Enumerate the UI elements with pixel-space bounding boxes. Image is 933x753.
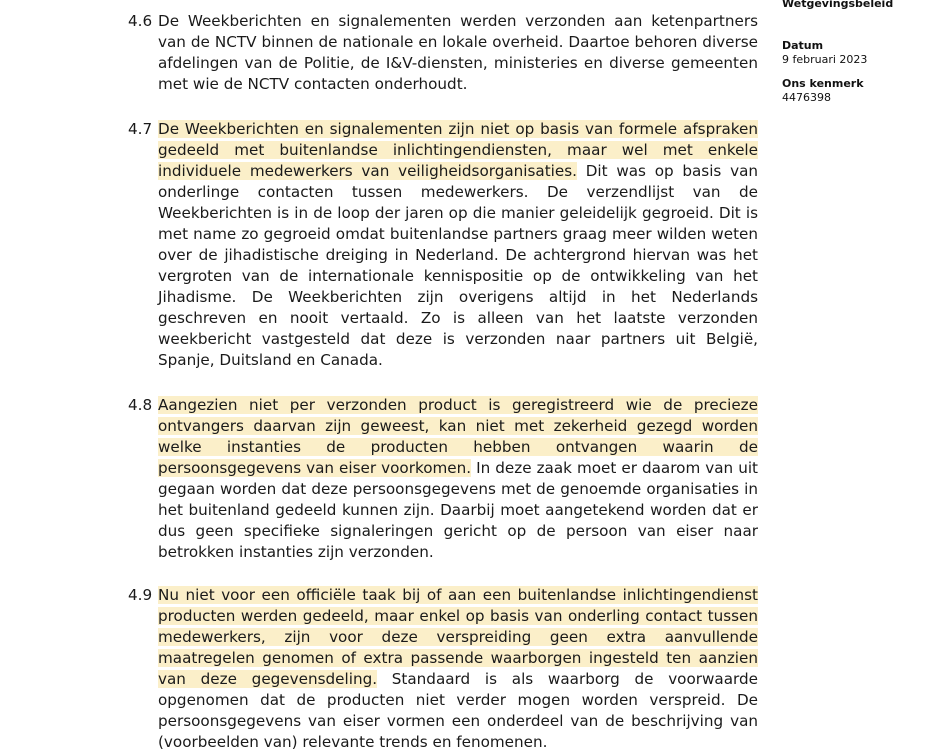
highlighted-text: Aangezien niet per verzonden product is geregistreerd wie de precieze ontvangers daarvan zijn geweest, kan niet met zekerheid gezegd worden welke instanties de producten hebben ontvangen waarin de persoonsgegevens van eiser voorkomen. — [158, 396, 758, 477]
document-sidebar — [782, 0, 932, 104]
section-number: 4.7 — [128, 120, 153, 138]
section-body — [158, 11, 758, 95]
section-number: 4.9 — [128, 586, 153, 604]
section-text: Standaard is als waarborg de voorwaarde opgenomen dat de producten niet verder mogen worden verspreid. De persoonsgegevens van eiser vormen een onderdeel van de beschrijving van (voorbeelden van) relevante trends en fenomenen. — [158, 670, 759, 751]
highlighted-text: Nu niet voor een officiële taak bij of aan een buitenlandse inlichtingendienst producten werden gedeeld, maar enkel op basis van onderling contact tussen medewerkers, zijn voor deze verspreiding geen extra aanvullende maatregelen genomen of extra passende waarborgen ingesteld ten aanzien van deze gegevensdeling. — [158, 586, 758, 688]
section-text: Dit was op basis van onderlinge contacten tussen medewerkers. De verzendlijst van de Weekberichten is in de loop der jaren op die manier geleidelijk gegroeid. Dit is met name zo gegroeid omdat buitenlandse partners graag meer wilden weten over de jihadistische dreiging in Nederland. De achtergrond hiervan was het vergroten van de internationale kennispositie op de ontwikkeling van het Jihadisme. De Weekberichten zijn overigens altijd in het Nederlands geschreven en nooit vertaald. Zo is alleen van het laatste verzonden weekbericht vastgesteld dat deze is verzonden naar partners uit België, Spanje, Duitsland en Canada. — [158, 162, 758, 369]
section-number: 4.8 — [128, 396, 153, 414]
section-number: 4.6 — [128, 12, 153, 30]
reference-label: Ons kenmerk — [782, 77, 864, 90]
reference-value: 4476398 — [782, 91, 831, 104]
section-text: De Weekberichten en signalementen werden verzonden aan ketenpartners van de NCTV binnen de nationale en lokale overheid. Daartoe behoren diverse afdelingen van de Politie, de I&V-diensten, ministeries en diverse gemeenten met wie de NCTV contacten onderhoudt. — [158, 12, 758, 93]
section-text: In deze zaak moet er daarom van uit gegaan worden dat deze persoonsgegevens met de genoemde organisaties in het buitenland gedeeld kunnen zijn. Daarbij moet aangetekend worden dat er dus geen specifieke signaleringen gericht op de persoon van eiser naar betrokken instanties zijn verzonden. — [158, 459, 758, 561]
section-body — [158, 119, 758, 371]
department-name: Wetgevingsbeleid — [782, 0, 894, 10]
date-value: 9 februari 2023 — [782, 53, 868, 66]
date-label: Datum — [782, 39, 824, 52]
section-body — [158, 585, 758, 753]
section-body — [158, 395, 758, 563]
highlighted-text: De Weekberichten en signalementen zijn niet op basis van formele afspraken gedeeld met buitenlandse inlichtingendiensten, maar wel met enkele individuele medewerkers van veiligheidsorganisaties. — [158, 120, 758, 180]
